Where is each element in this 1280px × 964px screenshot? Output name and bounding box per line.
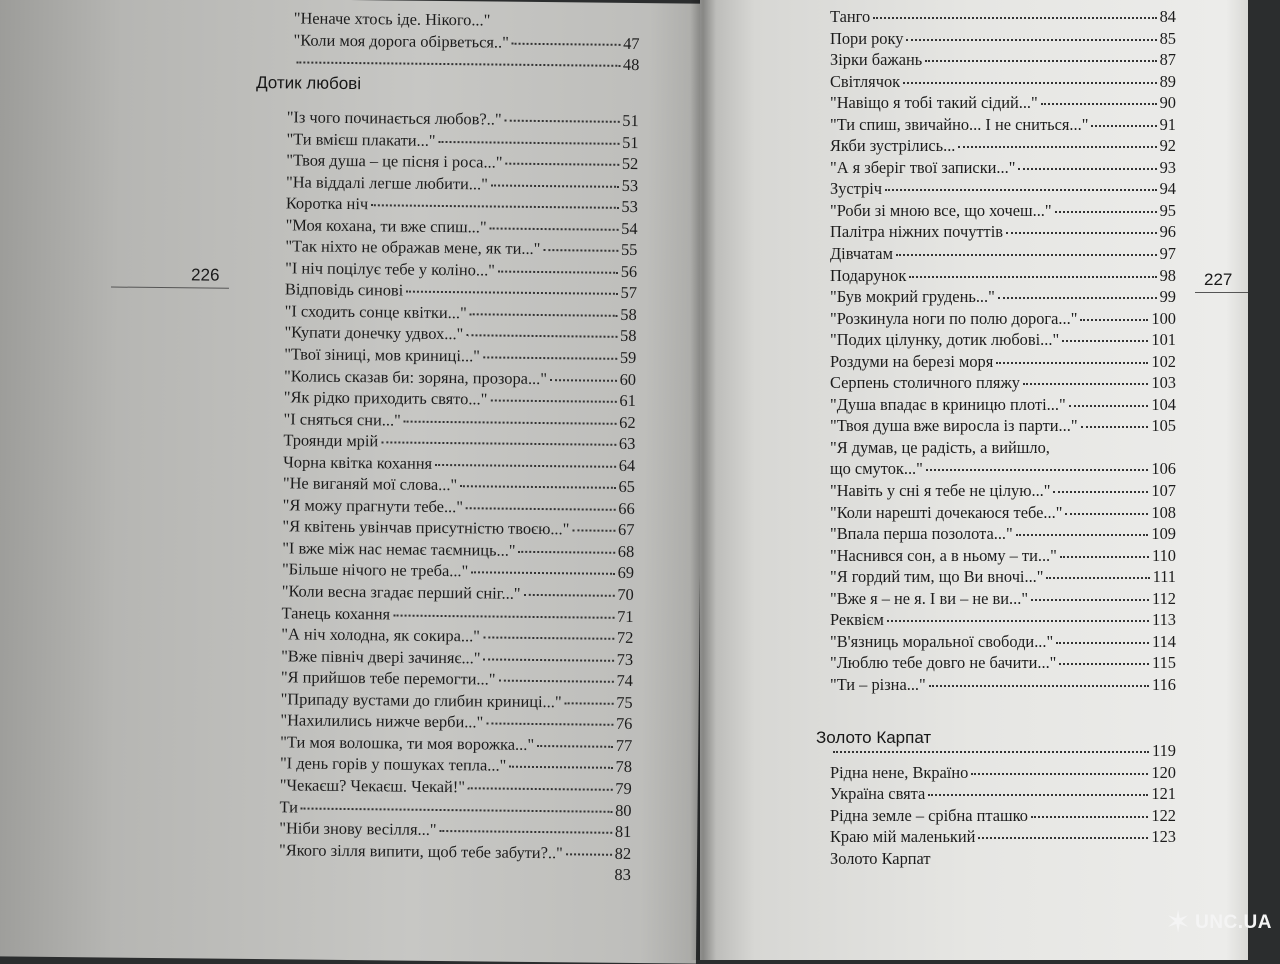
entry-page-number: 84 [1159, 7, 1176, 26]
dot-leader [1069, 405, 1149, 407]
toc-entry-row [830, 114, 1176, 136]
toc-entry-row [830, 329, 1176, 351]
entry-title: "Навіть у сні я тебе не цілую..." [830, 481, 1051, 501]
dot-leader [885, 189, 1157, 191]
dot-leader [537, 745, 613, 748]
entry-page-number: 107 [1151, 481, 1176, 501]
entry-page-number: 100 [1151, 308, 1176, 328]
dot-leader [505, 163, 618, 166]
entry-page-number: 47 [623, 33, 640, 53]
entry-title: Танець кохання [281, 602, 391, 624]
entry-page-number: 102 [1151, 351, 1176, 371]
dot-leader [466, 335, 617, 339]
left-toc-list [279, 106, 639, 885]
entry-page-number: 52 [621, 153, 639, 174]
entry-title: "І вже між нас немає таємниць..." [282, 538, 516, 560]
entry-page-number: 71 [617, 606, 634, 626]
entry-page-number: 77 [615, 735, 633, 755]
entry-title: Якби зустрілись... [830, 136, 956, 156]
entry-title: "Вже північ двері зачиняє..." [281, 645, 481, 668]
dot-leader [404, 420, 616, 424]
dot-leader [1016, 534, 1149, 536]
dot-leader [1023, 383, 1148, 385]
entry-page-number: 111 [1152, 567, 1176, 587]
dot-leader [1041, 103, 1157, 105]
entry-page-number: 121 [1151, 784, 1176, 804]
entry-title: Відповідь синові [284, 279, 404, 300]
star-icon: ✶ [1165, 906, 1192, 939]
dot-leader [1053, 491, 1148, 493]
toc-entry-row [830, 609, 1176, 631]
page-number-left: 226 [191, 265, 220, 285]
entry-page-number: 51 [622, 110, 639, 131]
toc-entry-row [830, 49, 1176, 71]
entry-page-number: 62 [619, 412, 636, 432]
entry-page-number: 116 [1152, 674, 1176, 694]
dot-leader [925, 60, 1156, 62]
toc-entry-row [830, 6, 1176, 28]
toc-entry-row [830, 588, 1176, 610]
entry-page-number: 122 [1151, 805, 1176, 825]
entry-title: "А я зберіг твої записки..." [830, 157, 1016, 177]
dot-leader [1056, 642, 1149, 644]
entry-title: Серпень столичного пляжу [830, 373, 1020, 393]
entry-title: "Твоя душа – це пісня і роса..." [286, 150, 503, 172]
entry-page-number: 95 [1159, 200, 1176, 220]
dot-leader [440, 830, 612, 834]
entry-page-number: 56 [620, 261, 638, 281]
entry-page-number: 83 [614, 864, 631, 885]
entry-title: "Розкинула ноги по полю дорога..." [830, 308, 1078, 328]
entry-title: Ти [279, 796, 299, 816]
entry-title: "Ти вмієш плакати..." [286, 128, 436, 150]
entry-title: "Коли весна згадає перший сніг..." [281, 581, 521, 603]
entry-page-number: 105 [1151, 416, 1176, 436]
entry-title: Подарунок [830, 265, 907, 285]
dot-leader [512, 42, 620, 45]
entry-page-number: 115 [1152, 653, 1176, 673]
dot-leader [1031, 599, 1149, 601]
toc-entry-row [830, 848, 1176, 870]
entry-page-number: 57 [620, 283, 638, 303]
dot-leader [483, 658, 613, 661]
toc-entry-row [830, 545, 1176, 567]
entry-title: "І ніч поцілує тебе у коліно..." [285, 258, 496, 280]
entry-page-number: 54 [621, 218, 638, 238]
entry-title: "Припаду вустами до глибин криниці..." [280, 689, 562, 712]
entry-page-number: 63 [618, 434, 636, 454]
dot-leader [381, 442, 616, 446]
dot-leader [524, 594, 615, 597]
entry-title: "Як рідко приходить свято..." [283, 387, 488, 409]
entry-title: Зустріч [830, 179, 883, 199]
entry-page-number: 113 [1152, 610, 1176, 630]
dot-leader [1065, 513, 1148, 515]
dot-leader [296, 62, 620, 67]
entry-page-number: 69 [617, 563, 635, 583]
entry-page-number: 85 [1159, 28, 1176, 48]
dot-leader [490, 227, 619, 230]
entry-page-number: 87 [1159, 50, 1176, 70]
entry-title: "Був мокрий грудень..." [830, 287, 995, 307]
dot-leader [460, 485, 615, 489]
entry-title: Пори року [830, 28, 904, 48]
dot-leader [572, 530, 615, 532]
entry-page-number: 66 [618, 498, 635, 518]
toc-entry-row [830, 762, 1176, 784]
entry-page-number: 119 [1152, 741, 1176, 760]
entry-title: "Нахилились нижче верби..." [280, 710, 484, 732]
dot-leader [509, 766, 612, 769]
dot-leader [928, 794, 1148, 796]
toc-entry-row [293, 29, 639, 54]
entry-title: "І сняться сни..." [283, 408, 401, 430]
entry-page-number: 73 [616, 649, 634, 669]
entry-page-number: 98 [1159, 265, 1176, 285]
toc-entry-row [830, 826, 1176, 848]
page-number-right: 227 [1204, 270, 1233, 289]
entry-title: "Наснився сон, а в ньому – ти..." [830, 545, 1057, 565]
toc-entry-row [830, 372, 1176, 394]
toc-entry-row [830, 265, 1176, 287]
entry-title: "Я гордий тим, що Ви вночі..." [830, 567, 1044, 587]
entry-page-number: 106 [1151, 459, 1176, 479]
toc-entry-row [830, 221, 1176, 243]
toc-entry-row [830, 243, 1176, 265]
dot-leader [1081, 426, 1149, 428]
dot-leader [483, 637, 614, 640]
toc-entry-row [830, 286, 1176, 308]
dot-leader [301, 807, 612, 812]
entry-page-number: 75 [616, 692, 633, 712]
entry-page-number: 96 [1159, 222, 1176, 242]
entry-title: Рідна нене, Вкраїно [830, 762, 969, 782]
dot-leader [543, 249, 618, 252]
entry-page-number: 53 [621, 197, 638, 217]
dot-leader [903, 82, 1157, 84]
entry-title: Танго [830, 7, 871, 26]
toc-entry-row [830, 200, 1176, 222]
toc-entry-row [830, 480, 1176, 502]
dot-leader [929, 685, 1149, 687]
entry-page-number: 74 [616, 671, 633, 691]
entry-title: "Вже я – не я. І ви – не ви..." [830, 588, 1029, 608]
entry-title: "Ти моя волошка, ти моя ворожка..." [280, 732, 535, 754]
entry-page-number: 93 [1159, 157, 1176, 177]
entry-page-number: 94 [1159, 179, 1176, 199]
entry-page-number: 78 [615, 757, 633, 777]
dot-leader [371, 204, 618, 209]
toc-entry-row [830, 415, 1176, 437]
entry-page-number: 60 [619, 369, 637, 389]
entry-title: Світлячок [830, 71, 901, 91]
right-page [700, 0, 1248, 960]
entry-page-number: 90 [1159, 93, 1176, 113]
entry-title: "Колись сказав би: зоряна, прозора..." [283, 365, 548, 388]
dot-leader [550, 379, 617, 382]
entry-title: "Ти спиш, звичайно... І не сниться..." [830, 114, 1089, 134]
dot-leader [971, 773, 1148, 775]
entry-page-number: 64 [618, 455, 636, 475]
entry-page-number: 58 [620, 304, 637, 324]
entry-title: Золото Карпат [830, 848, 931, 868]
entry-title: "Впала перша позолота..." [830, 524, 1013, 544]
toc-entry-row [830, 458, 1176, 480]
entry-title: Рідна земле – срібна пташко [830, 805, 1028, 825]
dot-leader [470, 313, 618, 317]
entry-page-number: 110 [1152, 545, 1176, 565]
dot-leader [958, 146, 1156, 148]
entry-title: що смуток..." [830, 459, 923, 479]
entry-page-number: 72 [616, 627, 634, 648]
watermark [1165, 905, 1272, 940]
entry-title: Чорна квітка кохання [283, 452, 433, 473]
entry-title: "Я квітень увінчав присутністю твоєю..." [282, 516, 570, 539]
entry-title: "Неначе хтось іде. Нікого..." [293, 8, 491, 30]
dot-leader [393, 614, 614, 618]
toc-entry-row [279, 860, 631, 885]
entry-title: Україна свята [830, 784, 926, 804]
entry-page-number: 68 [617, 541, 635, 561]
toc-entry-row [830, 437, 1176, 459]
entry-page-number: 99 [1159, 287, 1176, 307]
entry-page-number: 112 [1152, 588, 1176, 608]
dot-leader [896, 254, 1157, 256]
toc-entry-row [830, 740, 1176, 762]
toc-entry-row [830, 308, 1176, 330]
folio-rule-left [111, 287, 229, 289]
entry-page-number: 109 [1151, 524, 1176, 544]
section-title-zoloto: Золото Карпат [816, 728, 932, 747]
dot-leader [833, 751, 1149, 753]
toc-entry-row [830, 92, 1176, 114]
entry-title: "А ніч холодна, як сокира..." [281, 624, 481, 646]
toc-entry-row [293, 51, 639, 76]
entry-title: "Твої зіниці, мов криниці..." [284, 344, 481, 366]
entry-page-number: 53 [621, 175, 639, 195]
toc-entry-row [830, 178, 1176, 200]
toc-entry-row [830, 805, 1176, 827]
dot-leader [1055, 211, 1157, 213]
entry-title: Палітра ніжних почуттів [830, 222, 1004, 242]
dot-leader [1080, 319, 1148, 321]
dot-leader [498, 270, 618, 273]
dot-leader [1062, 340, 1148, 342]
toc-entry-row [830, 351, 1176, 373]
dot-leader [565, 702, 614, 705]
entry-page-number: 91 [1159, 114, 1176, 134]
entry-title: "Подих цілунку, дотик любові..." [830, 330, 1060, 350]
dot-leader [906, 39, 1156, 41]
entry-title: Коротка ніч [285, 193, 369, 214]
entry-title: Зірки бажань [830, 50, 923, 70]
entry-page-number: 59 [619, 347, 637, 368]
entry-title: "Так ніхто не ображав мене, як ти..." [285, 236, 541, 259]
entry-page-number: 61 [619, 390, 636, 411]
entry-title: "Якого зілля випити, щоб тебе забути?.." [279, 839, 563, 862]
dot-leader [998, 297, 1157, 299]
entry-title: "Ніби знову весілля..." [279, 818, 437, 839]
toc-entry-row [830, 502, 1176, 524]
dot-leader [505, 120, 620, 123]
entry-page-number: 114 [1152, 631, 1176, 651]
right-toc-list [830, 6, 1176, 696]
dot-leader [566, 853, 612, 855]
entry-title: Краю мій маленький [830, 827, 976, 847]
entry-page-number: 70 [617, 584, 634, 605]
dot-leader [996, 362, 1148, 364]
entry-title: "Роби зі мною все, що хочеш..." [830, 200, 1052, 220]
entry-title: "Не виганяй мої слова..." [282, 473, 458, 495]
entry-title: "На віддалі легше любити..." [285, 171, 488, 194]
entry-title: "Купати донечку удвох..." [284, 322, 464, 344]
toc-entry-row [830, 674, 1176, 696]
dot-leader [519, 551, 615, 554]
toc-entry-row [830, 631, 1176, 653]
entry-title: "Я прийшов тебе перемогти..." [280, 667, 496, 689]
dot-leader [978, 837, 1148, 839]
dot-leader [1006, 232, 1157, 234]
entry-page-number: 92 [1159, 136, 1176, 156]
entry-title: "І день горів у пошуках тепла..." [279, 753, 507, 776]
entry-title: "Коли нарешті дочекаюся тебе..." [830, 502, 1063, 522]
folio-rule-right [1195, 292, 1248, 293]
dot-leader [1031, 816, 1148, 818]
dot-leader [435, 464, 616, 468]
entry-page-number: 123 [1151, 827, 1176, 847]
dot-leader [471, 572, 614, 576]
entry-title: "Чекаєш? Чекаєш. Чекай!" [279, 775, 466, 797]
entry-title: "Із чого починається любов?.." [286, 107, 502, 129]
dot-leader [490, 400, 616, 403]
toc-entry-row [830, 652, 1176, 674]
entry-title: "Моя кохана, ти вже спиш..." [285, 215, 487, 237]
entry-title: Реквієм [830, 610, 884, 630]
watermark-text: UNC.UA [1195, 911, 1272, 933]
dot-leader [1018, 168, 1156, 170]
dot-leader [1091, 125, 1156, 127]
entry-title: "В'язниць моральної свободи..." [830, 631, 1054, 651]
entry-page-number: 120 [1151, 762, 1176, 782]
entry-title: "Навіщо я тобі такий сідий..." [830, 93, 1038, 113]
entry-title: "Твоя душа вже виросла із парти..." [830, 416, 1078, 436]
entry-page-number: 108 [1151, 502, 1176, 522]
entry-page-number: 101 [1151, 330, 1176, 350]
dot-leader [486, 723, 613, 726]
toc-entry-row [279, 839, 631, 864]
dot-leader [1046, 577, 1149, 579]
entry-page-number: 97 [1159, 244, 1176, 264]
toc-entry-row [830, 783, 1176, 805]
entry-page-number: 103 [1151, 373, 1176, 393]
entry-page-number: 89 [1159, 71, 1176, 91]
entry-title: "Я можу прагнути тебе..." [282, 495, 464, 517]
entry-title: "Коли моя дорога обірветься.." [293, 29, 509, 52]
entry-page-number: 76 [615, 714, 633, 734]
entry-page-number: 67 [617, 520, 635, 540]
entry-title: "Ти – різна..." [830, 674, 926, 694]
entry-page-number: 58 [620, 326, 637, 346]
book-gutter-shadow [690, 0, 716, 960]
entry-page-number: 81 [614, 821, 632, 842]
dot-leader [439, 140, 620, 144]
dot-leader [926, 469, 1149, 471]
entry-title: "Я думав, це радість, а вийшло, [830, 437, 1050, 457]
entry-page-number: 65 [618, 477, 636, 497]
dot-leader [909, 276, 1156, 278]
dot-leader [406, 291, 617, 295]
entry-title: Троянди мрій [283, 430, 379, 451]
entry-page-number: 55 [620, 240, 638, 260]
entry-title: "І сходить сонце квітки..." [284, 301, 467, 323]
toc-entry-row [830, 566, 1176, 588]
right-toc-section [830, 740, 1176, 869]
toc-entry-row [830, 523, 1176, 545]
dot-leader [1060, 556, 1149, 558]
dot-leader [498, 680, 613, 683]
entry-page-number: 80 [615, 800, 632, 820]
dot-leader [466, 507, 615, 511]
toc-entry-row [830, 157, 1176, 179]
section-title-dotyk: Дотик любові [256, 73, 362, 94]
entry-page-number: 79 [615, 778, 632, 798]
entry-title: "Люблю тебе довго не бачити..." [830, 653, 1057, 673]
entry-page-number: 104 [1151, 394, 1176, 414]
dot-leader [491, 184, 619, 187]
toc-entry-row [830, 28, 1176, 50]
toc-entry-row [280, 774, 632, 799]
entry-page-number: 82 [614, 843, 632, 863]
dot-leader [873, 17, 1156, 19]
toc-entry-row [830, 71, 1176, 93]
entry-page-number: 48 [622, 54, 640, 75]
entry-title: "Більше нічого не треба..." [281, 559, 469, 581]
toc-entry-row [830, 135, 1176, 157]
left-toc-top [293, 7, 640, 75]
dot-leader [483, 356, 617, 359]
dot-leader [468, 787, 612, 791]
entry-page-number: 51 [622, 132, 639, 152]
entry-title: Роздуми на березі моря [830, 351, 994, 371]
dot-leader [887, 620, 1149, 622]
entry-title: Дівчатам [830, 244, 893, 264]
dot-leader [1059, 663, 1149, 665]
toc-entry-row [830, 394, 1176, 416]
entry-title: "Душа впадає в криницю плоті..." [830, 394, 1066, 414]
